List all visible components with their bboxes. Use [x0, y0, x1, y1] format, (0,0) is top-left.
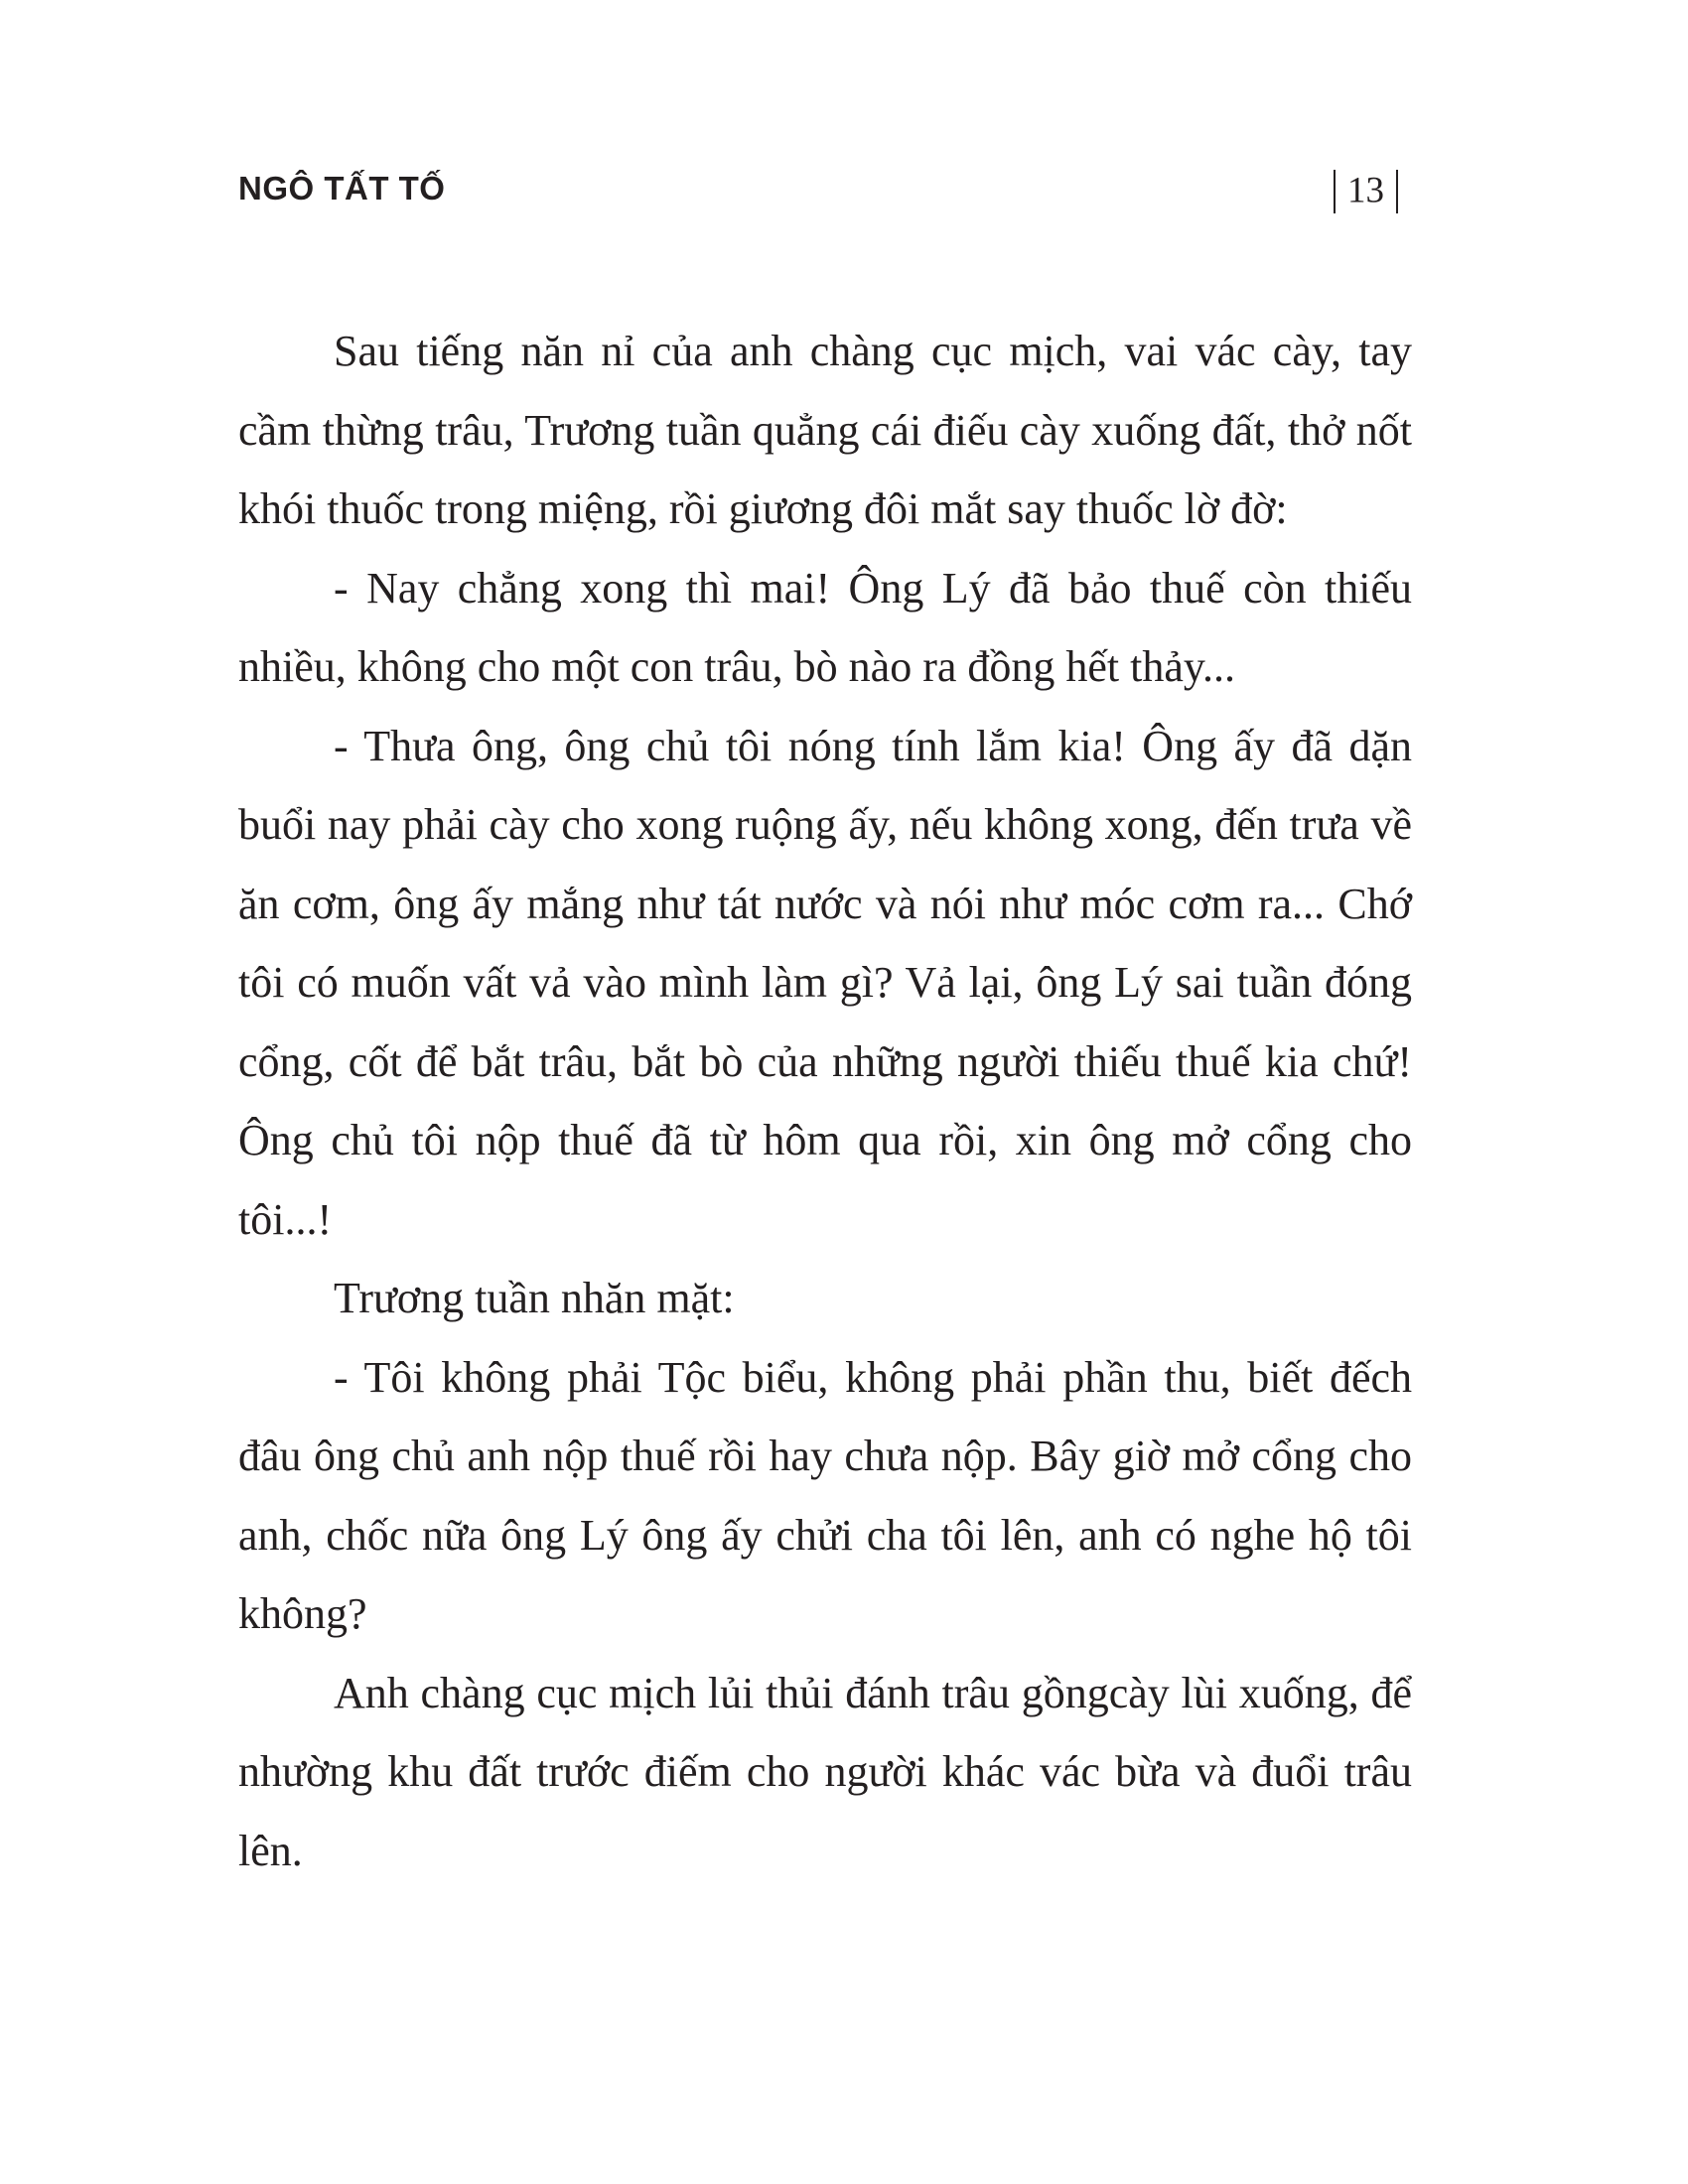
paragraph: - Thưa ông, ông chủ tôi nóng tính lắm kia! Ông ấy đã dặn buổi nay phải cày cho xong ruộng ấy, nếu không xong, đến trưa về ăn cơm, ông ấy mắng như tát nước và nói như móc cơm ra... Chớ tôi có muốn vất vả vào mình làm gì? Vả lại, ông Lý sai tuần đóng cổng, cốt để bắt trâu, bắt bò của những người thiếu thuế kia chứ! Ông chủ tôi nộp thuế đã từ hôm qua rồi, xin ông mở cổng cho tôi...!	[238, 721, 1412, 1244]
running-header	[238, 159, 1410, 218]
author-name: NGÔ TẤT TỐ	[238, 170, 446, 206]
paragraph: Trương tuần nhăn mặt:	[334, 1274, 735, 1322]
paragraph: - Tôi không phải Tộc biểu, không phải phần thu, biết đếch đâu ông chủ anh nộp thuế rồi hay chưa nộp. Bây giờ mở cổng cho anh, chốc nữa ông Lý ông ấy chửi cha tôi lên, anh có nghe hộ tôi không?	[238, 1352, 1412, 1638]
page-number	[1322, 159, 1410, 221]
body-text	[238, 312, 1412, 1890]
page-number-right-rule	[1396, 170, 1398, 213]
page-number-value: 13	[1347, 170, 1384, 211]
paragraph: Sau tiếng năn nỉ của anh chàng cục mịch, vai vác cày, tay cầm thừng trâu, Trương tuần quẳng cái điếu cày xuống đất, thở nốt khói thuốc trong miệng, rồi giương đôi mắt say thuốc lờ đờ:	[238, 327, 1412, 533]
paragraph: - Nay chẳng xong thì mai! Ông Lý đã bảo thuế còn thiếu nhiều, không cho một con trâu, bò nào ra đồng hết thảy...	[238, 563, 1412, 691]
page-number-left-rule	[1334, 170, 1336, 213]
paragraph: Anh chàng cục mịch lủi thủi đánh trâu gồngcày lùi xuống, để nhường khu đất trước điếm cho người khác vác bừa và đuổi trâu lên.	[238, 1668, 1412, 1875]
